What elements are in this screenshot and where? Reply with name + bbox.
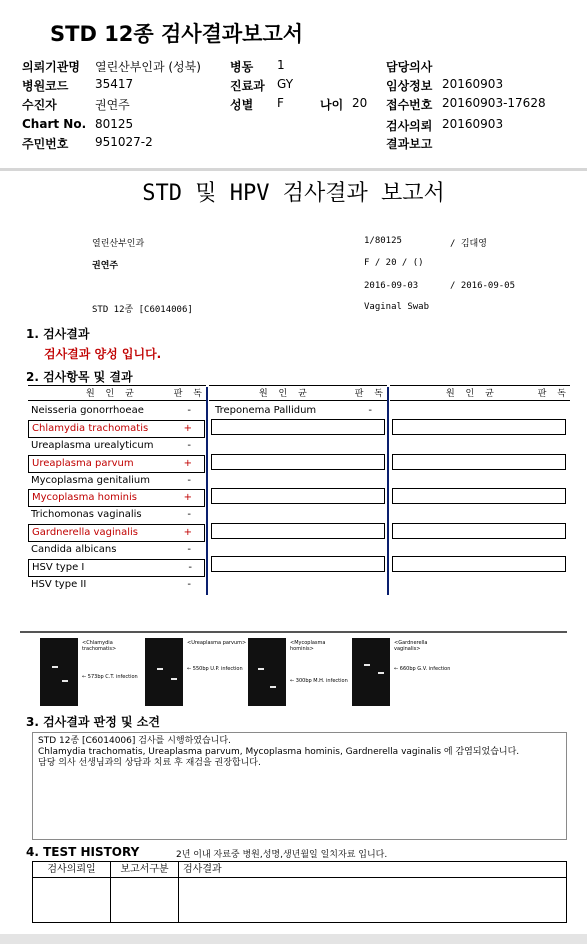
field-value: 20160903 <box>442 117 504 131</box>
organism-name: Ureaplasma parvum <box>32 458 134 469</box>
header-origin: 원 인 균 <box>259 389 311 399</box>
header-judge: 판 독 <box>354 389 387 399</box>
date-to: / 2016-09-05 <box>450 281 516 291</box>
empty-result-box <box>211 523 385 539</box>
organism-name: Mycoplasma genitalium <box>31 475 150 486</box>
result-mark: - <box>187 579 191 590</box>
organism-row <box>28 542 203 558</box>
field-label: 성별 <box>230 98 254 112</box>
gel-band-label: ← 300bp M.H. infection <box>290 678 348 684</box>
field-value: 1 <box>277 58 285 72</box>
bottom-strip <box>0 934 587 944</box>
header-judge: 판 독 <box>173 389 206 399</box>
empty-result-box <box>392 556 566 572</box>
doctor-name: / 김대영 <box>450 239 487 249</box>
field-value: 열린산부인과 (성북) <box>95 60 201 74</box>
field-label: 병원코드 <box>22 79 69 93</box>
organism-row <box>28 559 205 577</box>
field-label: 주민번호 <box>22 137 69 151</box>
field-value: F <box>277 96 284 110</box>
gel-image <box>40 638 136 706</box>
empty-result-box <box>211 454 385 470</box>
sex-age: F / 20 / () <box>364 258 424 268</box>
organism-row <box>28 420 205 438</box>
field-value: 권연주 <box>95 98 130 112</box>
report-title: STD 12종 검사결과보고서 <box>50 22 304 46</box>
header-judge: 판 독 <box>537 389 570 399</box>
organism-row <box>28 438 203 454</box>
field-label: 접수번호 <box>386 98 433 112</box>
result-mark: - <box>187 440 191 451</box>
organism-name: Mycoplasma hominis <box>32 492 137 503</box>
field-label: 나이 <box>320 98 344 112</box>
result-mark: + <box>183 492 192 503</box>
empty-result-box <box>392 454 566 470</box>
section2-title: 2. 검사항목 및 결과 <box>26 370 133 384</box>
organism-row <box>28 577 203 593</box>
gel-image <box>248 638 348 706</box>
gel-caption: <Mycoplasma hominis> <box>290 640 326 652</box>
column-divider <box>387 387 389 595</box>
result-positive-text: 검사결과 양성 입니다. <box>44 347 162 361</box>
field-value: 951027-2 <box>95 135 153 149</box>
empty-result-box <box>392 523 566 539</box>
field-label: 병동 <box>230 60 254 74</box>
chart-line: 1/80125 <box>364 236 402 246</box>
gel-band-label: ← 573bp C.T. infection <box>82 674 138 680</box>
date-from: 2016-09-03 <box>364 281 419 291</box>
history-table <box>32 861 567 923</box>
empty-result-box <box>211 556 385 572</box>
organism-name: Ureaplasma urealyticum <box>31 440 154 451</box>
opinion-box <box>32 732 567 840</box>
empty-result-box <box>211 419 385 435</box>
result-mark: - <box>187 475 191 486</box>
clinic-name: 열린산부인과 <box>92 239 145 249</box>
organism-name: Candida albicans <box>31 544 117 555</box>
gel-top-rule <box>20 631 567 633</box>
organism-row <box>28 455 205 473</box>
gel-image <box>352 638 451 706</box>
table-header-col2 <box>209 385 387 401</box>
history-column <box>179 862 566 922</box>
empty-result-box <box>392 419 566 435</box>
history-column <box>111 862 179 922</box>
result-mark: + <box>183 527 192 538</box>
organism-row <box>28 524 205 542</box>
gel-caption: <Chlamydia trachomatis> <box>82 640 117 652</box>
section-divider <box>0 168 587 171</box>
header-origin: 원 인 균 <box>446 389 498 399</box>
gel-caption: <Gardnerella vaginalis> <box>394 640 428 652</box>
gel-caption: <Ureaplasma parvum> <box>187 640 247 646</box>
opinion-line: 담당 의사 선생님과의 상담과 치료 후 재검을 권장합니다. <box>38 758 261 768</box>
gel-band-label: ← 660bp G.V. infection <box>394 666 451 672</box>
result-mark: - <box>368 405 372 416</box>
result-mark: - <box>187 544 191 555</box>
organism-row <box>28 507 203 523</box>
gel-image <box>145 638 247 706</box>
field-value: 20160903-17628 <box>442 96 546 110</box>
organism-name: HSV type I <box>32 562 85 573</box>
gel-picture <box>248 638 286 706</box>
organism-row <box>28 489 205 507</box>
organism-name: Treponema Pallidum <box>215 405 317 416</box>
history-header: 검사결과 <box>179 862 566 878</box>
field-value: 35417 <box>95 77 134 91</box>
field-label: 검사의뢰 <box>386 119 433 133</box>
field-label: 담당의사 <box>386 60 433 74</box>
empty-result-box <box>392 488 566 504</box>
field-value: GY <box>277 77 294 91</box>
history-header: 보고서구분 <box>111 862 178 878</box>
history-note: 2년 이내 자료중 병원,성명,생년월일 일치자료 입니다. <box>176 850 388 860</box>
section3-title: 3. 검사결과 판정 및 소견 <box>26 715 160 729</box>
result-mark: - <box>187 405 191 416</box>
field-value: 20 <box>352 96 368 110</box>
opinion-line: STD 12종 [C6014006] 검사를 시행하였습니다. <box>38 736 231 746</box>
field-label: 임상정보 <box>386 79 433 93</box>
organism-name: HSV type II <box>31 579 87 590</box>
organism-row <box>28 473 203 489</box>
gel-picture <box>352 638 390 706</box>
patient-name: 권연주 <box>92 261 119 271</box>
table-header-col3 <box>390 385 570 401</box>
field-value: 20160903 <box>442 77 504 91</box>
header-origin: 원 인 균 <box>86 389 138 399</box>
organism-row <box>28 403 203 419</box>
organism-name: Gardnerella vaginalis <box>32 527 138 538</box>
column-divider <box>206 387 208 595</box>
field-label: Chart No. <box>22 117 87 131</box>
field-value: 80125 <box>95 117 134 131</box>
test-code: STD 12종 [C6014006] <box>92 305 193 315</box>
result-mark: + <box>183 458 192 469</box>
section1-title: 1. 검사결과 <box>26 327 90 341</box>
organism-name: Trichomonas vaginalis <box>31 509 142 520</box>
field-label: 수진자 <box>22 98 57 112</box>
organism-name: Neisseria gonorrhoeae <box>31 405 144 416</box>
result-mark: + <box>183 423 192 434</box>
empty-result-box <box>211 488 385 504</box>
result-mark: - <box>187 509 191 520</box>
section4-title: 4. TEST HISTORY <box>26 845 140 859</box>
organism-row <box>212 403 384 419</box>
field-label: 의뢰기관명 <box>22 60 80 74</box>
history-header: 검사의뢰일 <box>33 862 110 878</box>
result-mark: - <box>188 562 192 573</box>
field-label: 진료과 <box>230 79 265 93</box>
field-label: 결과보고 <box>386 137 433 151</box>
gel-picture <box>40 638 78 706</box>
table-header-col1 <box>28 385 206 401</box>
specimen: Vaginal Swab <box>364 302 430 312</box>
gel-band-label: ← 550bp U.P. infection <box>187 666 243 672</box>
history-column <box>33 862 111 922</box>
gel-picture <box>145 638 183 706</box>
opinion-line: Chlamydia trachomatis, Ureaplasma parvum, Mycoplasma hominis, Gardnerella vaginalis 에 감염되었습니다. <box>38 747 520 757</box>
detail-title: STD 및 HPV 검사결과 보고서 <box>142 181 445 206</box>
organism-name: Chlamydia trachomatis <box>32 423 149 434</box>
